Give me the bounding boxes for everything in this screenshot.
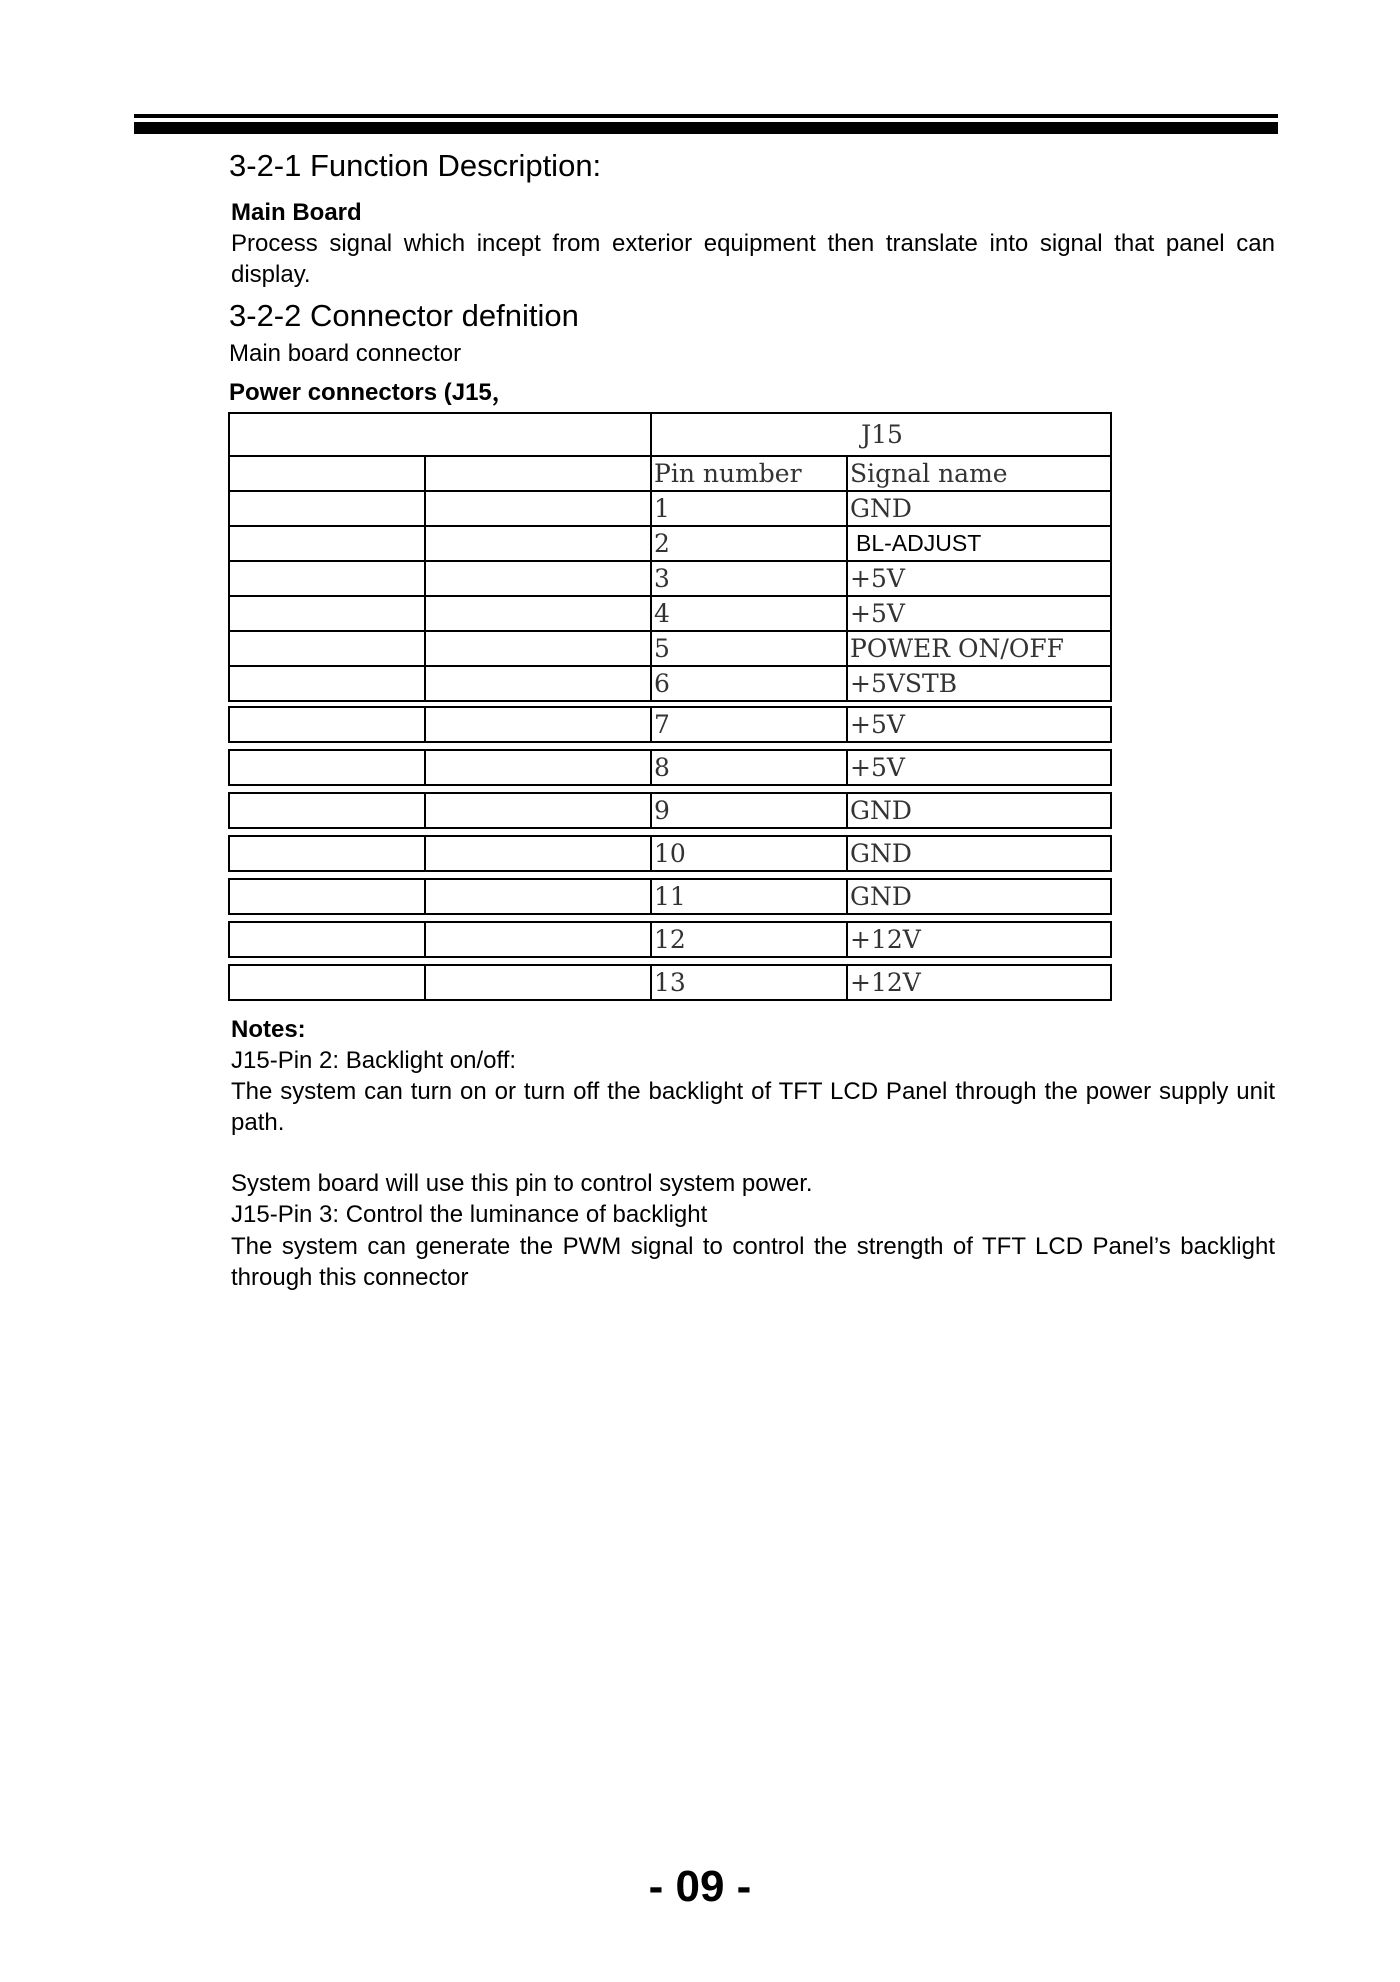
table-header-row — [228, 412, 1112, 457]
signal-name-cell: GND — [846, 837, 1110, 870]
table-row — [228, 560, 1112, 597]
pin2-title: J15-Pin 2: Backlight on/off: — [231, 1047, 517, 1074]
signal-name-cell: GND — [846, 794, 1110, 827]
table-row — [228, 792, 1112, 829]
pin-number-cell: 7 — [650, 708, 846, 741]
pin-number-header: Pin number — [650, 457, 846, 490]
pin-number-cell: 3 — [650, 562, 846, 595]
table-row — [228, 749, 1112, 786]
signal-name-cell: BL-ADJUST — [846, 527, 1110, 560]
pin-number-cell: 9 — [650, 794, 846, 827]
table-row — [228, 665, 1112, 702]
blank-cell — [424, 708, 650, 741]
blank-cell — [424, 880, 650, 913]
power-connectors-label: Power connectors (J15， — [229, 379, 516, 406]
signal-name-cell: +5V — [846, 597, 1110, 630]
table-row — [228, 921, 1112, 958]
main-board-connector-label: Main board connector — [229, 340, 462, 367]
blank-cell — [230, 597, 424, 630]
table-row — [228, 630, 1112, 667]
table-row — [228, 878, 1112, 915]
header-rule-thin — [134, 114, 1278, 118]
blank-cell — [424, 562, 650, 595]
connector-label-cell: J15 — [650, 414, 1110, 455]
blank-cell — [230, 632, 424, 665]
notes-title: Notes: — [231, 1016, 306, 1043]
system-board-note: System board will use this pin to control system power. — [231, 1170, 813, 1197]
signal-name-cell: GND — [846, 492, 1110, 525]
pin3-title: J15-Pin 3: Control the luminance of backlight — [231, 1201, 708, 1228]
header-rule-thick — [134, 122, 1278, 134]
blank-cell — [230, 708, 424, 741]
main-board-title: Main Board — [231, 199, 362, 226]
table-row — [228, 490, 1112, 527]
blank-cell — [230, 794, 424, 827]
main-board-text: Process signal which incept from exterior equipment then translate into signal that panel can display. — [231, 230, 1275, 288]
blank-cell — [230, 966, 424, 999]
pin3-text: The system can generate the PWM signal to control the strength of TFT LCD Panel’s backlight through this connector — [231, 1233, 1275, 1291]
blank-header-cell — [230, 414, 650, 455]
table-column-header-row — [228, 455, 1112, 492]
signal-name-cell: +5V — [846, 562, 1110, 595]
blank-cell — [424, 492, 650, 525]
signal-name-cell: +12V — [846, 966, 1110, 999]
blank-cell — [230, 667, 424, 700]
signal-name-cell: +5V — [846, 708, 1110, 741]
blank-cell — [230, 751, 424, 784]
pin-number-cell: 6 — [650, 667, 846, 700]
table-row — [228, 706, 1112, 743]
blank-cell — [230, 837, 424, 870]
page-number: - 09 - — [648, 1862, 752, 1911]
pin-number-cell: 2 — [650, 527, 846, 560]
blank-cell — [424, 794, 650, 827]
pin-number-cell: 1 — [650, 492, 846, 525]
blank-cell — [424, 457, 650, 490]
signal-name-cell: +5VSTB — [846, 667, 1110, 700]
pin-number-cell: 8 — [650, 751, 846, 784]
table-row — [228, 835, 1112, 872]
table-row — [228, 525, 1112, 562]
pin-number-cell: 12 — [650, 923, 846, 956]
pin-number-cell: 5 — [650, 632, 846, 665]
pin-number-cell: 10 — [650, 837, 846, 870]
function-heading: 3-2-1 Function Description: — [229, 148, 602, 183]
connector-heading: 3-2-2 Connector defnition — [229, 298, 579, 333]
blank-cell — [230, 457, 424, 490]
blank-cell — [230, 562, 424, 595]
blank-cell — [424, 632, 650, 665]
table-row — [228, 595, 1112, 632]
signal-name-cell: POWER ON/OFF — [846, 632, 1110, 665]
signal-name-cell: GND — [846, 880, 1110, 913]
blank-cell — [230, 923, 424, 956]
blank-cell — [424, 966, 650, 999]
blank-cell — [230, 880, 424, 913]
pin2-text: The system can turn on or turn off the backlight of TFT LCD Panel through the power supply unit path. — [231, 1078, 1275, 1136]
blank-cell — [424, 751, 650, 784]
blank-cell — [424, 667, 650, 700]
table-row — [228, 964, 1112, 1001]
pin-number-cell: 4 — [650, 597, 846, 630]
blank-cell — [230, 527, 424, 560]
blank-cell — [424, 837, 650, 870]
blank-cell — [230, 492, 424, 525]
signal-name-cell: +5V — [846, 751, 1110, 784]
blank-cell — [424, 597, 650, 630]
signal-name-cell: +12V — [846, 923, 1110, 956]
pin-number-cell: 11 — [650, 880, 846, 913]
blank-cell — [424, 527, 650, 560]
pin-number-cell: 13 — [650, 966, 846, 999]
blank-cell — [424, 923, 650, 956]
signal-name-header: Signal name — [846, 457, 1110, 490]
